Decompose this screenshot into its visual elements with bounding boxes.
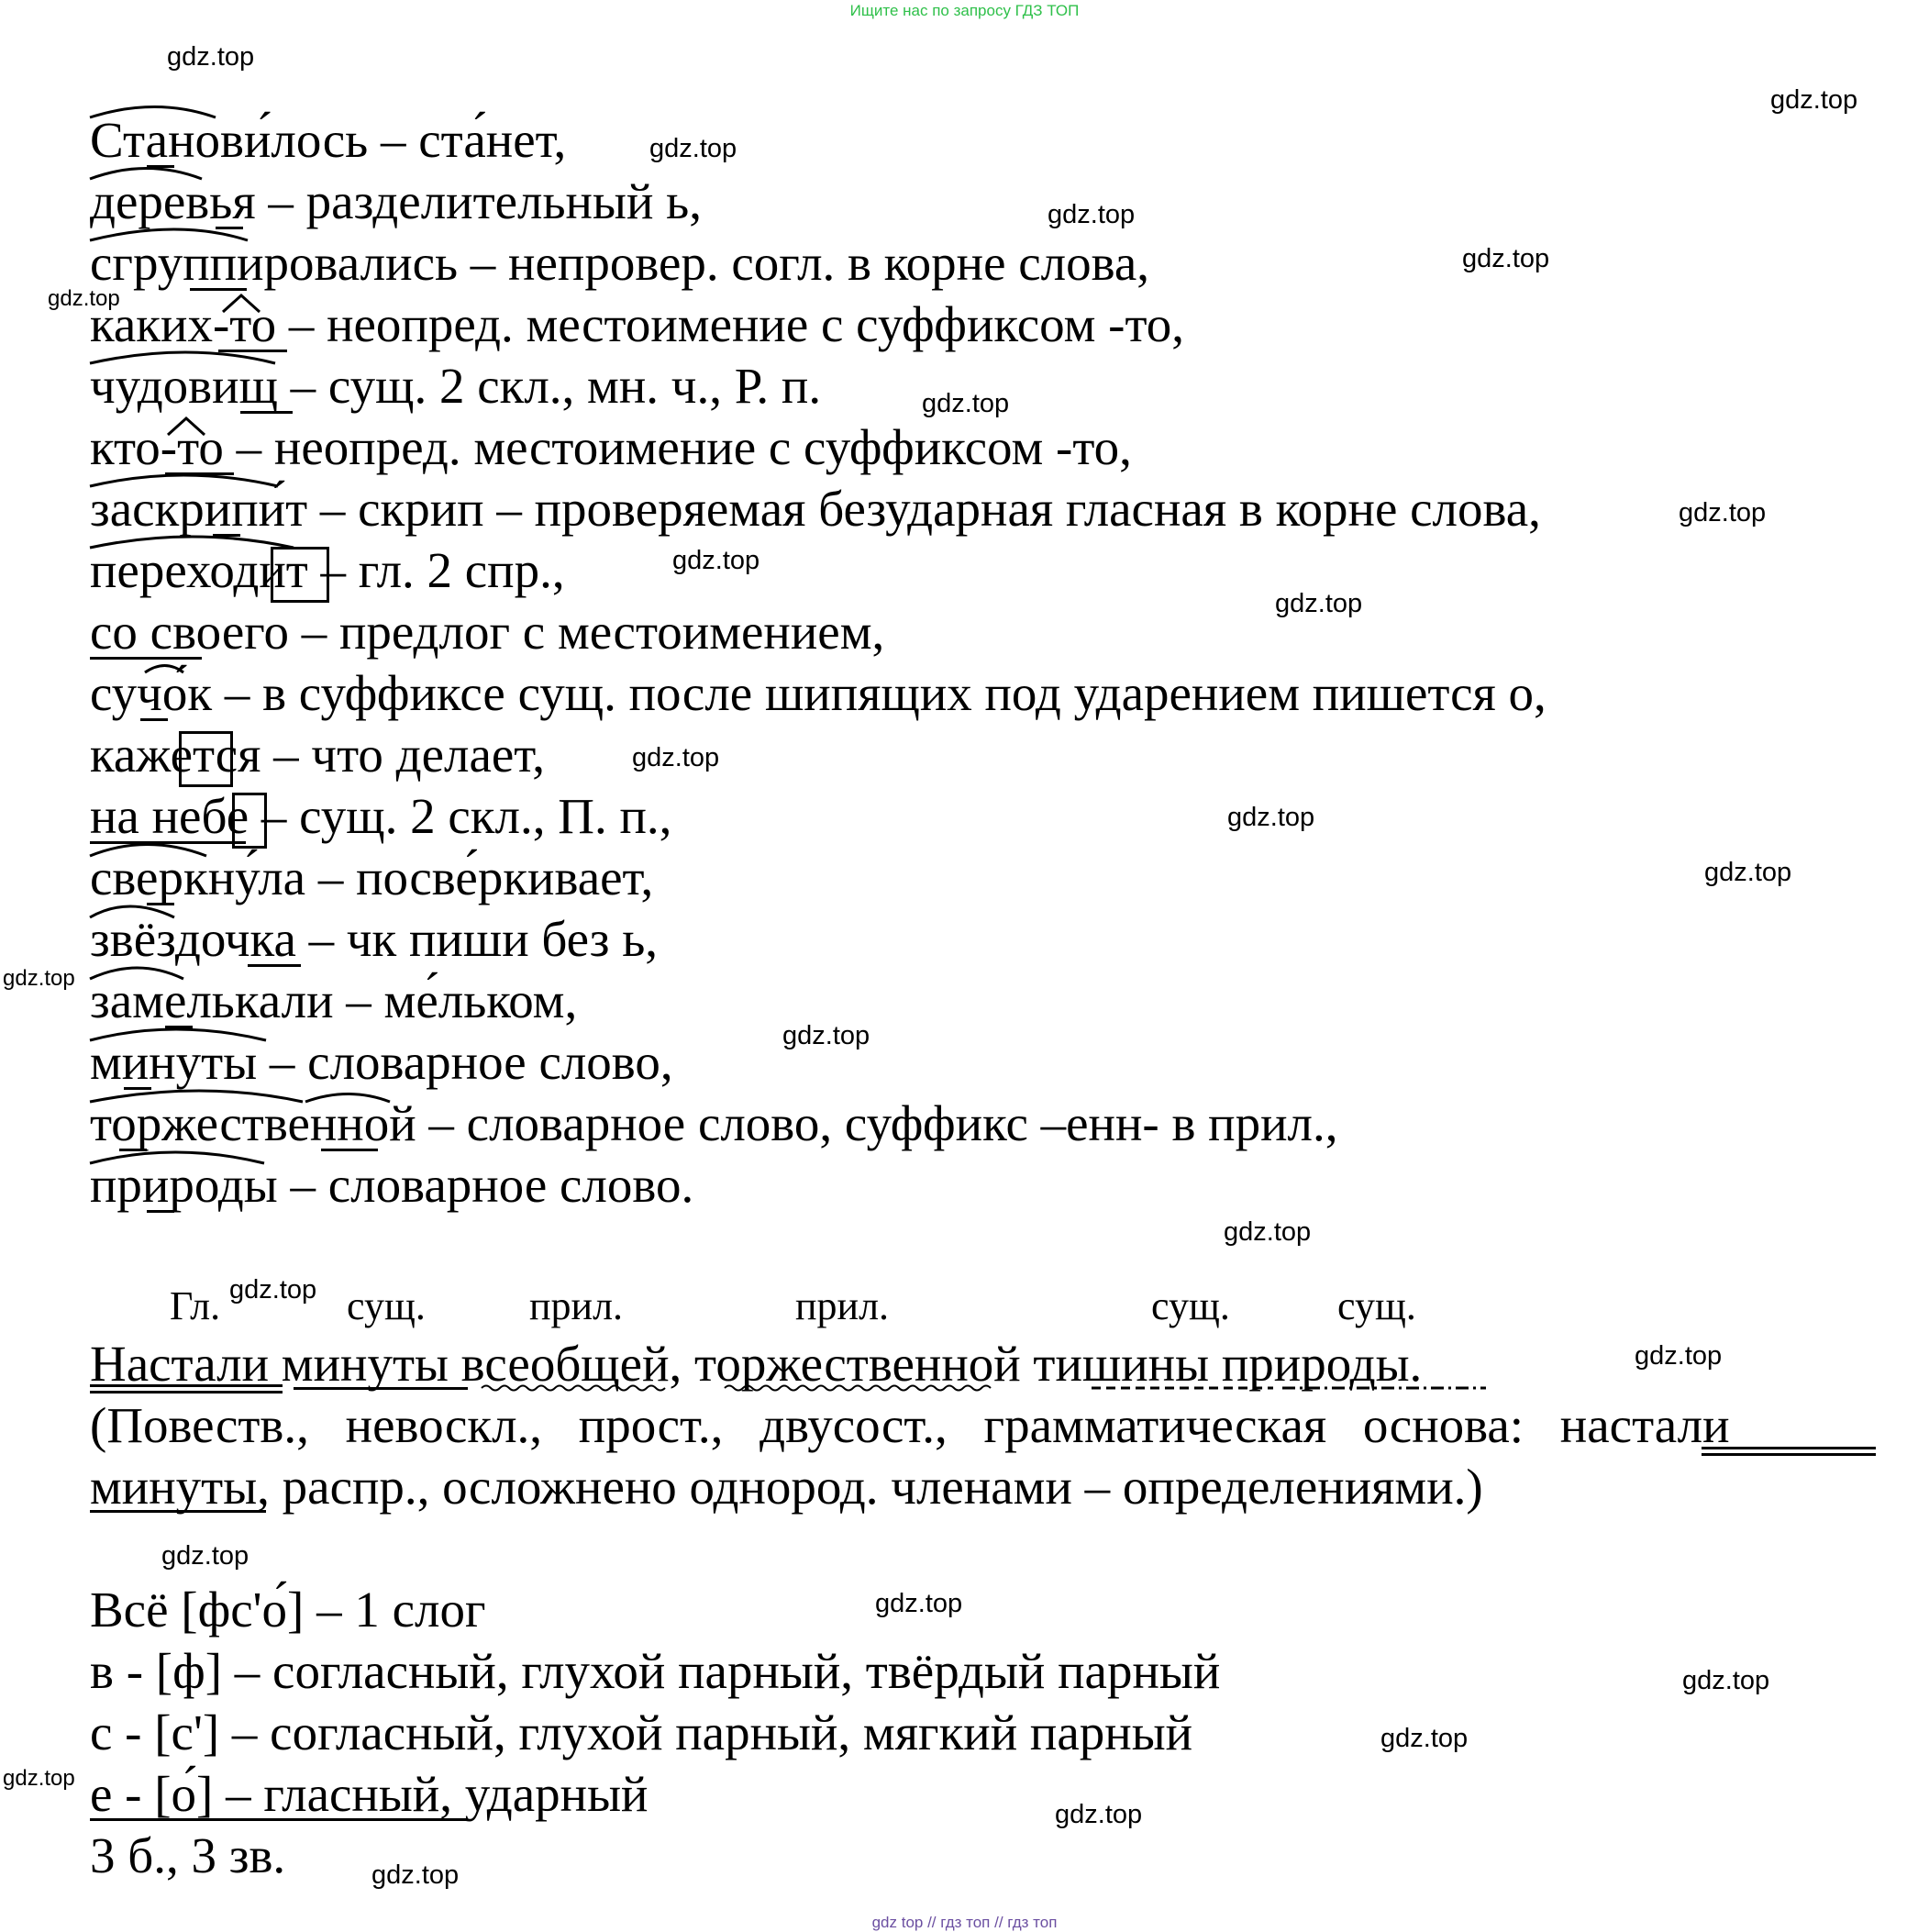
- watermark: gdz.top: [1380, 1724, 1469, 1753]
- pos-label: сущ.: [1151, 1283, 1230, 1328]
- analysis-line: минуты – словарное слово,: [90, 1034, 673, 1090]
- pos-label: прил.: [529, 1283, 624, 1328]
- watermark: gdz.top: [1275, 589, 1363, 618]
- watermark: gdz.top: [1227, 803, 1315, 832]
- analysis-line: переходит – гл. 2 спр.,: [90, 542, 565, 598]
- analysis-line: каких-то – неопред. местоимение с суффиксом -то,: [90, 296, 1185, 352]
- watermark: gdz.top: [48, 286, 120, 311]
- analysis-line: Станови́лось – ста́нет,: [90, 112, 567, 168]
- watermark: gdz.top: [371, 1860, 460, 1890]
- sentence-description: минуты, распр., осложнено однород. членами – определениями.): [90, 1459, 1483, 1515]
- analysis-line: сгруппировались – непровер. согл. в корне слова,: [90, 235, 1150, 291]
- watermark: gdz.top: [161, 1541, 249, 1571]
- watermark: gdz.top: [1462, 244, 1550, 273]
- watermark: gdz.top: [3, 966, 75, 991]
- phonetic-line: в - [ф] – согласный, глухой парный, твёрдый парный: [90, 1643, 1221, 1699]
- pos-label: Гл.: [170, 1283, 221, 1328]
- sentence: Настали минуты всеобщей, торжественной тишины природы.: [90, 1336, 1423, 1392]
- watermark: gdz.top: [1635, 1341, 1723, 1371]
- watermark: gdz.top: [632, 743, 720, 772]
- analysis-line: сверкну́ла – посве́ркивает,: [90, 849, 654, 905]
- watermark: gdz.top: [3, 1766, 75, 1791]
- analysis-line: со своего – предлог с местоимением,: [90, 604, 885, 660]
- phonetic-line: 3 б., 3 зв.: [90, 1827, 286, 1883]
- watermark: gdz.top: [1682, 1666, 1770, 1695]
- sentence-description: (Повеств., невоскл., прост., двусост., грамматическая основа: настали: [90, 1397, 1730, 1453]
- phonetic-line: с - [с'] – согласный, глухой парный, мягкий парный: [90, 1704, 1193, 1760]
- footer-links: gdz top // гдз топ // гдз топ: [871, 1914, 1058, 1931]
- watermark: gdz.top: [922, 389, 1010, 418]
- watermark: gdz.top: [649, 134, 737, 163]
- analysis-line: деревья – разделительный ь,: [90, 173, 702, 229]
- watermark: gdz.top: [1679, 498, 1767, 527]
- watermark: gdz.top: [1048, 200, 1136, 229]
- watermark: gdz.top: [1770, 85, 1858, 115]
- watermark: gdz.top: [1704, 858, 1792, 887]
- watermark: gdz.top: [167, 42, 255, 72]
- search-banner: Ищите нас по запросу ГДЗ ТОП: [849, 2, 1080, 19]
- watermark: gdz.top: [1224, 1217, 1312, 1247]
- pos-label: сущ.: [347, 1283, 426, 1328]
- pos-label: сущ.: [1337, 1283, 1416, 1328]
- watermark: gdz.top: [782, 1021, 870, 1050]
- watermark: gdz.top: [875, 1589, 963, 1618]
- pos-label: прил.: [795, 1283, 890, 1328]
- analysis-line: сучо́к – в суффиксе сущ. после шипящих под ударением пишется о,: [90, 665, 1547, 721]
- watermark: gdz.top: [672, 546, 760, 575]
- watermark: gdz.top: [229, 1275, 317, 1305]
- analysis-line: торжественной – словарное слово, суффикс –енн- в прил.,: [90, 1095, 1338, 1151]
- phonetic-line: Всё [фс'о́] – 1 слог: [90, 1582, 486, 1638]
- phonetic-line: е - [о́] – гласный, ударный: [90, 1766, 649, 1822]
- analysis-line: кажется – что делает,: [90, 727, 545, 783]
- analysis-line: на небе – сущ. 2 скл., П. п.,: [90, 788, 672, 844]
- analysis-line: заскрипи́т – скрип – проверяемая безударная гласная в корне слова,: [90, 481, 1541, 537]
- analysis-line: звёздочка – чк пиши без ь,: [90, 911, 659, 967]
- analysis-line: чудовищ – сущ. 2 скл., мн. ч., Р. п.: [90, 358, 822, 414]
- analysis-line: кто-то – неопред. местоимение с суффиксом -то,: [90, 419, 1132, 475]
- analysis-line: замелькали – ме́льком,: [90, 972, 578, 1028]
- watermark: gdz.top: [1055, 1800, 1143, 1829]
- analysis-line: природы – словарное слово.: [90, 1157, 694, 1213]
